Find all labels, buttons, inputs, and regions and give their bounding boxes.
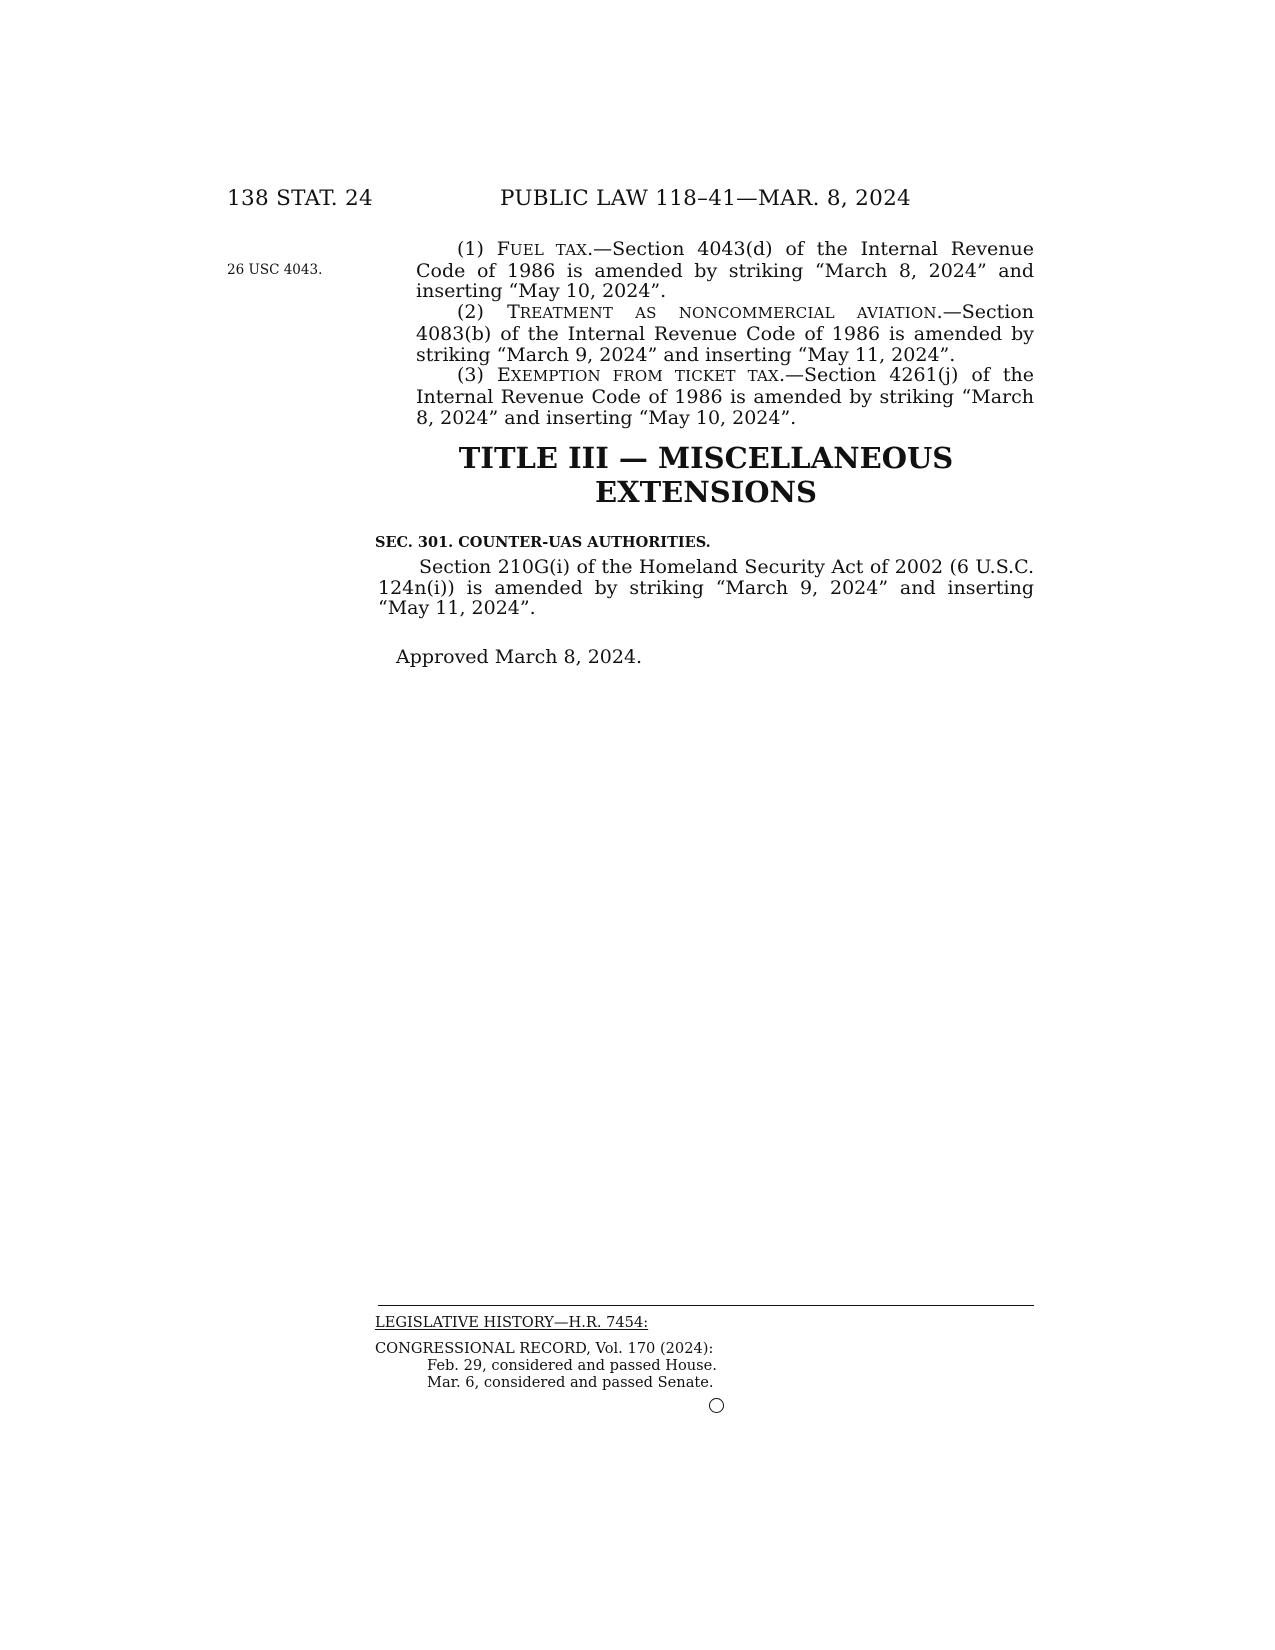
section-body: Section 210G(i) of the Homeland Security Act of 2002 (6 U.S.C. 124n(i)) is amended by striking “March 9, 2024” and inserting “May 11, 2024”. — [378, 556, 1034, 620]
title-heading — [378, 441, 1034, 509]
footer-divider — [378, 1305, 1034, 1306]
section-body-block — [378, 557, 1034, 619]
law-header: PUBLIC LAW 118–41—MAR. 8, 2024 — [500, 186, 912, 211]
end-mark-circle-icon — [709, 1398, 724, 1413]
congressional-record-line: CONGRESSIONAL RECORD, Vol. 170 (2024): — [375, 1340, 714, 1357]
history-entry-house: Feb. 29, considered and passed House. — [427, 1357, 717, 1374]
page-stat-number: 138 STAT. 24 — [227, 186, 373, 211]
title-line-1: TITLE III — MISCELLANEOUS — [458, 441, 954, 475]
approval-date: Approved March 8, 2024. — [396, 646, 643, 668]
section-heading: SEC. 301. COUNTER-UAS AUTHORITIES. — [375, 534, 711, 551]
paragraph-fuel-tax: (1) FUEL TAX.—Section 4043(d) of the Internal Revenue Code of 1986 is amended by striking “March 8, 2024” and inserting “May 10, 2024”. — [416, 238, 1035, 303]
margin-citation: 26 USC 4043. — [227, 262, 323, 278]
amendment-paragraphs — [416, 239, 1034, 428]
legislative-history-title: LEGISLATIVE HISTORY—H.R. 7454: — [375, 1314, 649, 1331]
title-line-2: EXTENSIONS — [594, 475, 818, 509]
history-entry-senate: Mar. 6, considered and passed Senate. — [427, 1374, 714, 1391]
paragraph-noncommercial-aviation: (2) TREATMENT AS NONCOMMERCIAL AVIATION.—Section 4083(b) of the Internal Revenue Code of 1986 is amended by striking “March 9, 2024” and inserting “May 11, 2024”. — [416, 301, 1034, 366]
paragraph-ticket-tax: (3) EXEMPTION FROM TICKET TAX.—Section 4261(j) of the Internal Revenue Code of 1986 is amended by striking “March 8, 2024” and inserting “May 10, 2024”. — [416, 364, 1034, 429]
